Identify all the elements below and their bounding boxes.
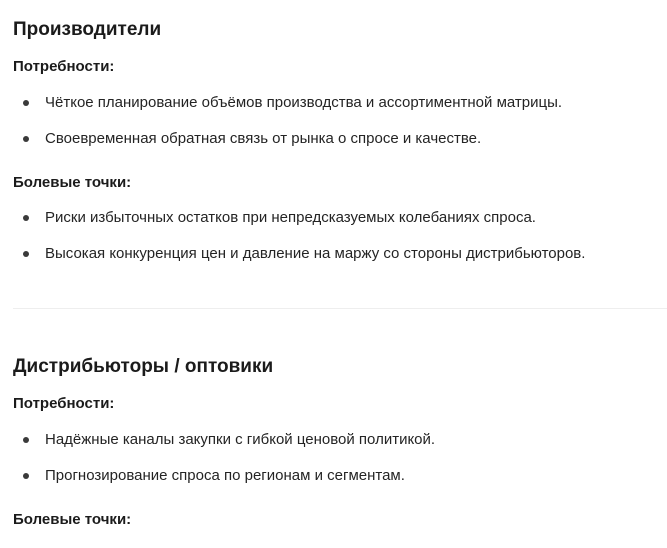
list-item xyxy=(13,244,667,264)
list-item xyxy=(13,93,667,113)
bullet-dot-icon xyxy=(23,215,29,221)
list-item-text: Надёжные каналы закупки с гибкой ценовой политикой. xyxy=(45,431,436,448)
needs-label: Потребности: xyxy=(13,58,115,75)
needs-label: Потребности: xyxy=(13,395,115,412)
section-title: Производители xyxy=(13,19,162,40)
section-title: Дистрибьюторы / оптовики xyxy=(13,356,274,377)
bullet-dot-icon xyxy=(23,100,29,106)
bullet-dot-icon xyxy=(23,437,29,443)
list-item-text: Высокая конкуренция цен и давление на маржу со стороны дистрибьюторов. xyxy=(45,245,586,262)
list-item xyxy=(13,430,667,450)
list-item-text: Прогнозирование спроса по регионам и сегментам. xyxy=(45,467,405,484)
list-item xyxy=(13,208,667,228)
list-item-text: Своевременная обратная связь от рынка о спросе и качестве. xyxy=(45,130,482,147)
bullet-dot-icon xyxy=(23,251,29,257)
list-item-text: Чёткое планирование объёмов производства и ассортиментной матрицы. xyxy=(45,94,563,111)
bullet-dot-icon xyxy=(23,473,29,479)
list-item-text: Риски избыточных остатков при непредсказуемых колебаниях спроса. xyxy=(45,209,536,226)
pains-label: Болевые точки: xyxy=(13,174,132,191)
pains-label: Болевые точки: xyxy=(13,511,132,528)
bullet-dot-icon xyxy=(23,136,29,142)
list-item xyxy=(13,466,667,486)
section-divider xyxy=(13,308,667,309)
list-item xyxy=(13,129,667,149)
